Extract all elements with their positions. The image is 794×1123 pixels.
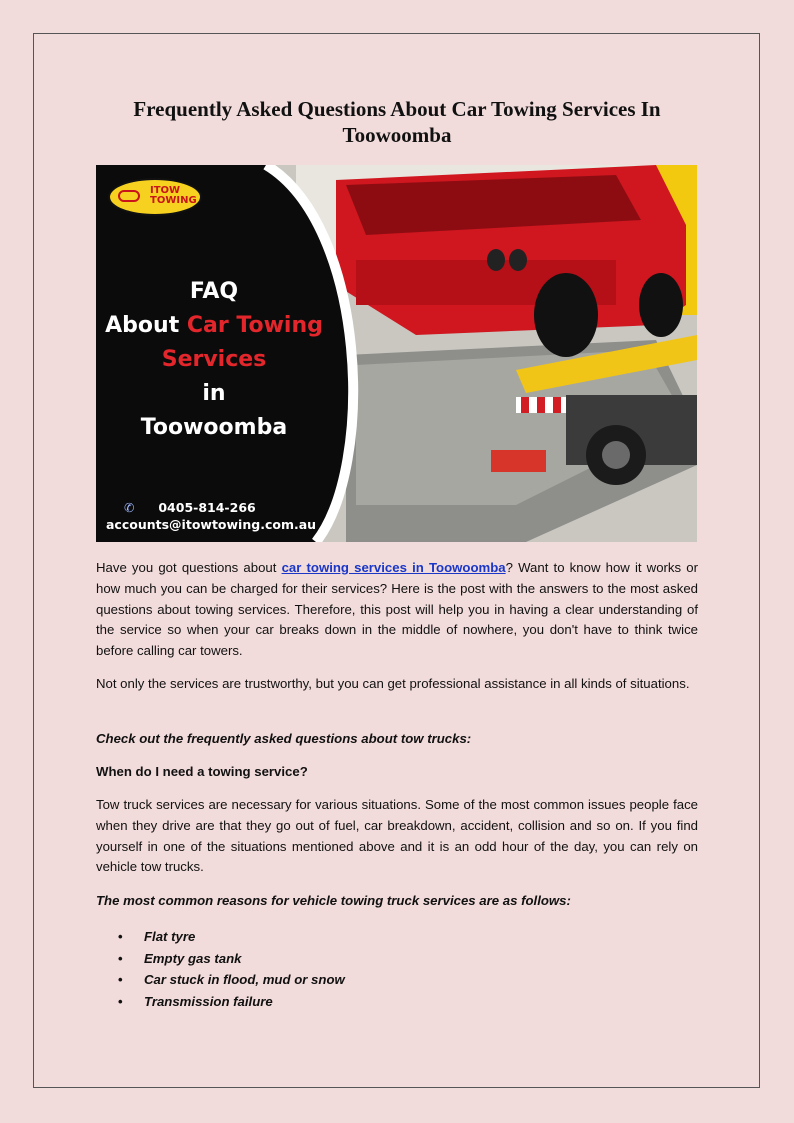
reasons-heading: The most common reasons for vehicle towing truck services are as follows:	[96, 893, 571, 908]
list-item: • Car stuck in flood, mud or snow	[96, 969, 596, 991]
hero-email: accounts@itowtowing.com.au	[106, 517, 317, 532]
faq-intro-heading: Check out the frequently asked questions about tow trucks:	[96, 731, 472, 746]
list-item: • Transmission failure	[96, 991, 596, 1013]
towing-services-link[interactable]: car towing services in Toowoomba	[281, 560, 506, 575]
phone-icon: ✆	[124, 500, 135, 515]
page-title: Frequently Asked Questions About Car Towing Services In Toowoomba	[133, 97, 661, 147]
list-item: • Flat tyre	[96, 926, 596, 948]
hero-banner-image	[96, 165, 697, 542]
logo-text: ITOW TOWING	[150, 185, 197, 206]
tow-hook-icon	[118, 190, 140, 202]
intro-paragraph: Have you got questions about car towing services in Toowoomba? Want to know how it works or how much you can be charged for their services? Here is the post with the answers to the most asked questions about towing services. Therefore, this post will help you in having a clear understanding of the service so when your car breaks down in the middle of nowhere, you don't have to think twice before calling car towers.	[96, 560, 698, 659]
question-heading: When do I need a towing service?	[96, 764, 308, 779]
list-item: • Empty gas tank	[96, 948, 596, 970]
itow-logo	[108, 178, 202, 216]
reasons-list	[96, 926, 596, 1012]
trust-paragraph: Not only the services are trustworthy, but you can get professional assistance in all kinds of situations.	[96, 676, 690, 691]
hero-headline: FAQ About Car Towing Services in Toowoomba	[105, 279, 323, 440]
answer-paragraph: Tow truck services are necessary for various situations. Some of the most common issues people face when they drive are that they go out of fuel, car breakdown, accident, collision and so on. If you find yourself in one of the situations mentioned above and it is an odd hour of the day, you can rely on vehicle tow trucks.	[96, 797, 698, 875]
hero-phone: ✆ 0405-814-266	[124, 500, 256, 515]
